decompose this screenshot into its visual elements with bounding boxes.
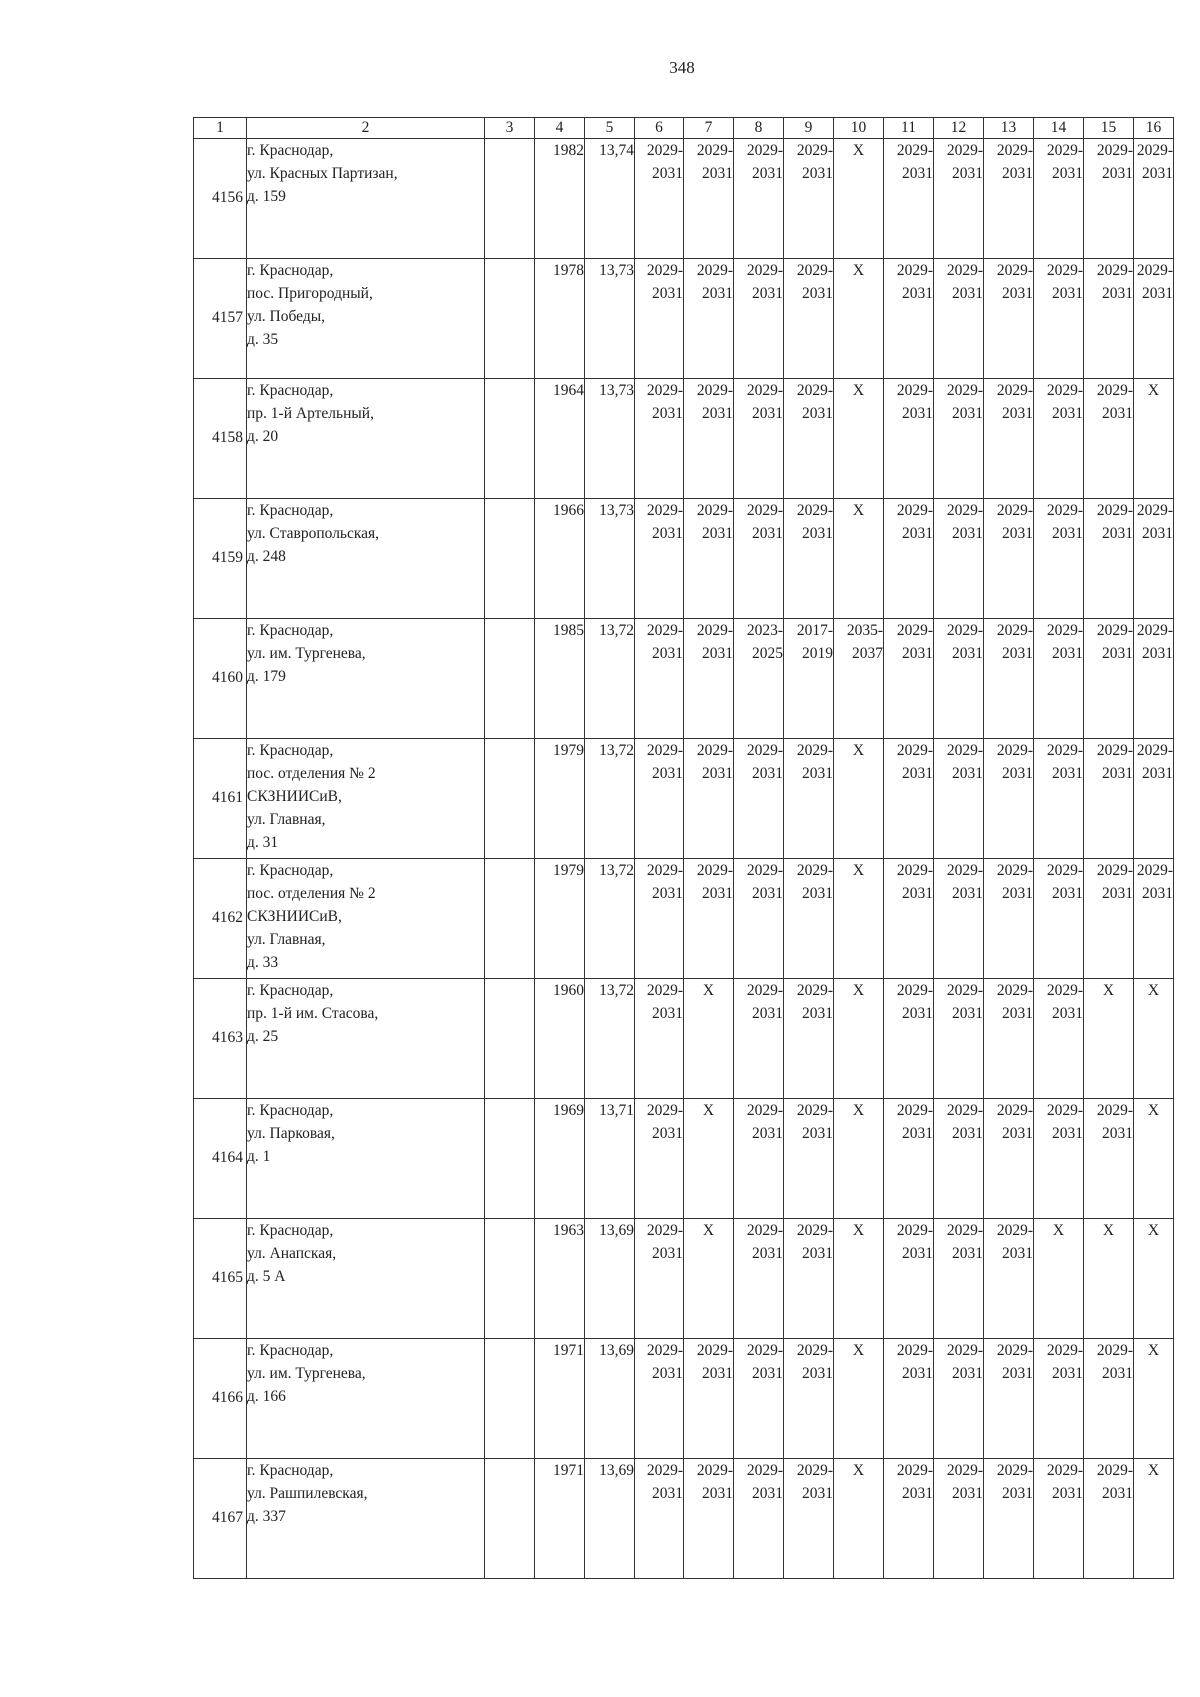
value-cell: 13,69: [585, 1339, 635, 1459]
period-cell: 2029- 2031: [684, 1339, 734, 1459]
period-cell: 2029- 2031: [635, 139, 684, 259]
address-line: ул. Главная,: [247, 931, 326, 948]
period-cell: 2029- 2031: [1084, 499, 1134, 619]
address-line: д. 1: [247, 1148, 271, 1165]
period-cell: 2029- 2031: [1084, 1099, 1134, 1219]
period-cell: 2029- 2031: [984, 139, 1034, 259]
address-line: д. 248: [247, 548, 286, 565]
empty-cell: [485, 499, 535, 619]
period-cell: 2029- 2031: [884, 859, 934, 979]
table-row: [194, 499, 1174, 619]
period-cell: 2029- 2031: [784, 1459, 834, 1579]
table-row: [194, 1099, 1174, 1219]
period-cell: 2029- 2031: [934, 859, 984, 979]
period-cell: 2029- 2031: [984, 859, 1034, 979]
value-cell: 13,73: [585, 379, 635, 499]
not-applicable-cell: X: [834, 1219, 884, 1339]
period-cell: 2029- 2031: [684, 379, 734, 499]
period-cell: 2029- 2031: [934, 1099, 984, 1219]
address-cell: [247, 379, 485, 499]
not-applicable-cell: X: [834, 1099, 884, 1219]
address-line: г. Краснодар,: [247, 502, 334, 519]
column-header: 1: [194, 118, 247, 139]
period-cell: 2029- 2031: [1034, 979, 1084, 1099]
period-cell: 2029- 2031: [784, 1099, 834, 1219]
address-line: г. Краснодар,: [247, 142, 334, 159]
not-applicable-cell: X: [1084, 979, 1134, 1099]
address-line: г. Краснодар,: [247, 742, 334, 759]
row-number: 4165: [194, 1219, 247, 1339]
address-line: пр. 1-й Артельный,: [247, 405, 374, 422]
empty-cell: [485, 379, 535, 499]
column-header: 2: [247, 118, 485, 139]
period-cell: 2029- 2031: [784, 1339, 834, 1459]
address-line: пос. отделения № 2: [247, 765, 376, 782]
not-applicable-cell: X: [834, 1459, 884, 1579]
table-row: [194, 379, 1174, 499]
period-cell: 2029- 2031: [934, 259, 984, 379]
empty-cell: [485, 739, 535, 859]
address-line: д. 20: [247, 428, 279, 445]
value-cell: 13,71: [585, 1099, 635, 1219]
period-cell: 2029- 2031: [1084, 1459, 1134, 1579]
year-cell: 1971: [535, 1339, 585, 1459]
row-number: 4164: [194, 1099, 247, 1219]
period-cell: 2029- 2031: [635, 259, 684, 379]
value-cell: 13,73: [585, 499, 635, 619]
address-cell: [247, 859, 485, 979]
page-number: 348: [669, 58, 695, 77]
not-applicable-cell: X: [834, 979, 884, 1099]
period-cell: 2029- 2031: [984, 1459, 1034, 1579]
year-cell: 1979: [535, 859, 585, 979]
address-line: ул. Красных Партизан,: [247, 165, 398, 182]
not-applicable-cell: X: [1134, 1459, 1174, 1579]
period-cell: 2029- 2031: [635, 379, 684, 499]
period-cell: 2029- 2031: [734, 259, 784, 379]
period-cell: 2029- 2031: [1134, 139, 1174, 259]
period-cell: 2029- 2031: [635, 1459, 684, 1579]
not-applicable-cell: X: [834, 1339, 884, 1459]
table-row: [194, 139, 1174, 259]
address-cell: [247, 619, 485, 739]
table-row: [194, 1459, 1174, 1579]
period-cell: 2029- 2031: [684, 139, 734, 259]
table-row: [194, 619, 1174, 739]
period-cell: 2029- 2031: [635, 859, 684, 979]
period-cell: 2029- 2031: [684, 739, 734, 859]
table-row: [194, 859, 1174, 979]
period-cell: 2029- 2031: [635, 979, 684, 1099]
empty-cell: [485, 1459, 535, 1579]
address-line: СКЗНИИСиВ,: [247, 908, 342, 925]
table-row: [194, 739, 1174, 859]
period-cell: 2029- 2031: [1034, 139, 1084, 259]
value-cell: 13,72: [585, 739, 635, 859]
year-cell: 1978: [535, 259, 585, 379]
period-cell: 2029- 2031: [884, 1219, 934, 1339]
address-line: д. 159: [247, 188, 286, 205]
period-cell: 2029- 2031: [1034, 1339, 1084, 1459]
address-line: д. 35: [247, 331, 279, 348]
period-cell: 2029- 2031: [1034, 379, 1084, 499]
empty-cell: [485, 1099, 535, 1219]
not-applicable-cell: X: [684, 1099, 734, 1219]
period-cell: 2029- 2031: [635, 1339, 684, 1459]
period-cell: 2029- 2031: [635, 1219, 684, 1339]
header-row: [194, 118, 1174, 139]
period-cell: 2029- 2031: [934, 1219, 984, 1339]
not-applicable-cell: X: [1084, 1219, 1134, 1339]
row-number: 4167: [194, 1459, 247, 1579]
period-cell: 2029- 2031: [635, 619, 684, 739]
period-cell: 2029- 2031: [984, 379, 1034, 499]
period-cell: 2029- 2031: [1134, 739, 1174, 859]
column-header: 5: [585, 118, 635, 139]
row-number: 4162: [194, 859, 247, 979]
address-line: пр. 1-й им. Стасова,: [247, 1005, 379, 1022]
year-cell: 1985: [535, 619, 585, 739]
not-applicable-cell: X: [834, 139, 884, 259]
column-header: 8: [734, 118, 784, 139]
value-cell: 13,73: [585, 259, 635, 379]
period-cell: 2029- 2031: [984, 259, 1034, 379]
column-header: 14: [1034, 118, 1084, 139]
period-cell: 2029- 2031: [734, 739, 784, 859]
row-number: 4160: [194, 619, 247, 739]
address-line: г. Краснодар,: [247, 1462, 334, 1479]
period-cell: 2029- 2031: [984, 739, 1034, 859]
address-line: д. 33: [247, 954, 279, 971]
empty-cell: [485, 139, 535, 259]
period-cell: 2029- 2031: [934, 499, 984, 619]
period-cell: 2029- 2031: [934, 379, 984, 499]
not-applicable-cell: X: [834, 379, 884, 499]
value-cell: 13,69: [585, 1219, 635, 1339]
period-cell: 2029- 2031: [734, 1459, 784, 1579]
period-cell: 2029- 2031: [1084, 859, 1134, 979]
address-line: ул. им. Тургенева,: [247, 1365, 366, 1382]
row-number: 4161: [194, 739, 247, 859]
not-applicable-cell: X: [1134, 379, 1174, 499]
empty-cell: [485, 619, 535, 739]
address-line: ул. Ставропольская,: [247, 525, 380, 542]
period-cell: 2029- 2031: [635, 739, 684, 859]
period-cell: 2029- 2031: [884, 739, 934, 859]
address-line: СКЗНИИСиВ,: [247, 788, 342, 805]
period-cell: 2029- 2031: [635, 1099, 684, 1219]
row-number: 4156: [194, 139, 247, 259]
row-number: 4163: [194, 979, 247, 1099]
period-cell: 2029- 2031: [784, 139, 834, 259]
period-cell: 2029- 2031: [1034, 859, 1084, 979]
period-cell: 2029- 2031: [1034, 499, 1084, 619]
table-row: [194, 1219, 1174, 1339]
period-cell: 2029- 2031: [884, 499, 934, 619]
period-cell: 2029- 2031: [635, 499, 684, 619]
period-cell: 2029- 2031: [1134, 259, 1174, 379]
period-cell: 2029- 2031: [984, 499, 1034, 619]
table-row: [194, 979, 1174, 1099]
period-cell: 2029- 2031: [1134, 859, 1174, 979]
row-number: 4166: [194, 1339, 247, 1459]
period-cell: 2029- 2031: [734, 1219, 784, 1339]
year-cell: 1966: [535, 499, 585, 619]
period-cell: 2029- 2031: [1134, 499, 1174, 619]
not-applicable-cell: X: [1034, 1219, 1084, 1339]
period-cell: 2029- 2031: [934, 739, 984, 859]
period-cell: 2029- 2031: [784, 1219, 834, 1339]
value-cell: 13,72: [585, 619, 635, 739]
year-cell: 1960: [535, 979, 585, 1099]
period-cell: 2029- 2031: [984, 979, 1034, 1099]
year-cell: 1971: [535, 1459, 585, 1579]
period-cell: 2029- 2031: [734, 979, 784, 1099]
address-cell: [247, 739, 485, 859]
period-cell: 2029- 2031: [734, 139, 784, 259]
period-cell: 2029- 2031: [784, 859, 834, 979]
address-line: ул. Главная,: [247, 811, 326, 828]
column-header: 15: [1084, 118, 1134, 139]
row-number: 4157: [194, 259, 247, 379]
period-cell: 2029- 2031: [934, 139, 984, 259]
address-cell: [247, 1339, 485, 1459]
address-line: д. 25: [247, 1028, 279, 1045]
column-header: 12: [934, 118, 984, 139]
address-line: ул. Анапская,: [247, 1245, 337, 1262]
period-cell: 2023- 2025: [734, 619, 784, 739]
period-cell: 2029- 2031: [734, 379, 784, 499]
value-cell: 13,72: [585, 979, 635, 1099]
period-cell: 2029- 2031: [1034, 619, 1084, 739]
address-line: пос. Пригородный,: [247, 285, 373, 302]
period-cell: 2029- 2031: [884, 979, 934, 1099]
table-row: [194, 1339, 1174, 1459]
period-cell: 2029- 2031: [684, 499, 734, 619]
address-line: г. Краснодар,: [247, 1342, 334, 1359]
address-line: г. Краснодар,: [247, 862, 334, 879]
period-cell: 2029- 2031: [784, 739, 834, 859]
not-applicable-cell: X: [684, 979, 734, 1099]
address-line: пос. отделения № 2: [247, 885, 376, 902]
period-cell: 2029- 2031: [884, 1339, 934, 1459]
period-cell: 2029- 2031: [1034, 739, 1084, 859]
period-cell: 2029- 2031: [784, 499, 834, 619]
period-cell: 2029- 2031: [934, 619, 984, 739]
value-cell: 13,72: [585, 859, 635, 979]
address-line: г. Краснодар,: [247, 382, 334, 399]
value-cell: 13,74: [585, 139, 635, 259]
period-cell: 2029- 2031: [784, 979, 834, 1099]
column-header: 7: [684, 118, 734, 139]
address-line: д. 179: [247, 668, 286, 685]
period-cell: 2029- 2031: [884, 379, 934, 499]
year-cell: 1963: [535, 1219, 585, 1339]
empty-cell: [485, 259, 535, 379]
year-cell: 1982: [535, 139, 585, 259]
period-cell: 2029- 2031: [934, 979, 984, 1099]
address-line: ул. им. Тургенева,: [247, 645, 366, 662]
table-row: [194, 259, 1174, 379]
period-cell: 2029- 2031: [984, 1099, 1034, 1219]
period-cell: 2029- 2031: [984, 1219, 1034, 1339]
address-line: д. 337: [247, 1508, 286, 1525]
period-cell: 2029- 2031: [884, 1459, 934, 1579]
row-number: 4158: [194, 379, 247, 499]
year-cell: 1964: [535, 379, 585, 499]
address-cell: [247, 139, 485, 259]
period-cell: 2029- 2031: [984, 619, 1034, 739]
address-cell: [247, 259, 485, 379]
not-applicable-cell: X: [834, 259, 884, 379]
period-cell: 2029- 2031: [884, 139, 934, 259]
empty-cell: [485, 1219, 535, 1339]
period-cell: 2029- 2031: [934, 1459, 984, 1579]
period-cell: 2029- 2031: [934, 1339, 984, 1459]
period-cell: 2035- 2037: [834, 619, 884, 739]
not-applicable-cell: X: [1134, 1339, 1174, 1459]
address-line: ул. Рашпилевская,: [247, 1485, 368, 1502]
register-table: [193, 117, 1174, 1579]
period-cell: 2029- 2031: [734, 499, 784, 619]
period-cell: 2029- 2031: [1084, 739, 1134, 859]
address-line: г. Краснодар,: [247, 1102, 334, 1119]
period-cell: 2029- 2031: [684, 259, 734, 379]
period-cell: 2017- 2019: [784, 619, 834, 739]
period-cell: 2029- 2031: [1084, 379, 1134, 499]
period-cell: 2029- 2031: [784, 379, 834, 499]
period-cell: 2029- 2031: [734, 859, 784, 979]
year-cell: 1969: [535, 1099, 585, 1219]
period-cell: 2029- 2031: [884, 619, 934, 739]
not-applicable-cell: X: [1134, 1099, 1174, 1219]
column-header: 16: [1134, 118, 1174, 139]
not-applicable-cell: X: [684, 1219, 734, 1339]
address-cell: [247, 1459, 485, 1579]
address-cell: [247, 1219, 485, 1339]
period-cell: 2029- 2031: [1034, 1459, 1084, 1579]
address-line: д. 5 А: [247, 1268, 286, 1285]
not-applicable-cell: X: [834, 739, 884, 859]
period-cell: 2029- 2031: [1084, 259, 1134, 379]
not-applicable-cell: X: [1134, 979, 1174, 1099]
address-line: г. Краснодар,: [247, 262, 334, 279]
address-cell: [247, 979, 485, 1099]
column-header: 11: [884, 118, 934, 139]
period-cell: 2029- 2031: [1134, 619, 1174, 739]
period-cell: 2029- 2031: [1084, 619, 1134, 739]
period-cell: 2029- 2031: [1034, 1099, 1084, 1219]
column-header: 13: [984, 118, 1034, 139]
period-cell: 2029- 2031: [734, 1099, 784, 1219]
address-line: д. 166: [247, 1388, 286, 1405]
period-cell: 2029- 2031: [684, 859, 734, 979]
year-cell: 1979: [535, 739, 585, 859]
address-line: ул. Победы,: [247, 308, 326, 325]
row-number: 4159: [194, 499, 247, 619]
period-cell: 2029- 2031: [1084, 139, 1134, 259]
period-cell: 2029- 2031: [1034, 259, 1084, 379]
period-cell: 2029- 2031: [984, 1339, 1034, 1459]
empty-cell: [485, 1339, 535, 1459]
column-header: 3: [485, 118, 535, 139]
address-line: г. Краснодар,: [247, 1222, 334, 1239]
empty-cell: [485, 859, 535, 979]
period-cell: 2029- 2031: [684, 619, 734, 739]
address-line: г. Краснодар,: [247, 622, 334, 639]
address-cell: [247, 499, 485, 619]
address-line: г. Краснодар,: [247, 982, 334, 999]
period-cell: 2029- 2031: [684, 1459, 734, 1579]
not-applicable-cell: X: [834, 859, 884, 979]
column-header: 6: [635, 118, 684, 139]
not-applicable-cell: X: [834, 499, 884, 619]
empty-cell: [485, 979, 535, 1099]
period-cell: 2029- 2031: [1084, 1339, 1134, 1459]
column-header: 4: [535, 118, 585, 139]
period-cell: 2029- 2031: [784, 259, 834, 379]
address-line: д. 31: [247, 834, 279, 851]
period-cell: 2029- 2031: [884, 259, 934, 379]
address-line: ул. Парковая,: [247, 1125, 335, 1142]
period-cell: 2029- 2031: [884, 1099, 934, 1219]
column-header: 9: [784, 118, 834, 139]
address-cell: [247, 1099, 485, 1219]
not-applicable-cell: X: [1134, 1219, 1174, 1339]
column-header: 10: [834, 118, 884, 139]
value-cell: 13,69: [585, 1459, 635, 1579]
period-cell: 2029- 2031: [734, 1339, 784, 1459]
